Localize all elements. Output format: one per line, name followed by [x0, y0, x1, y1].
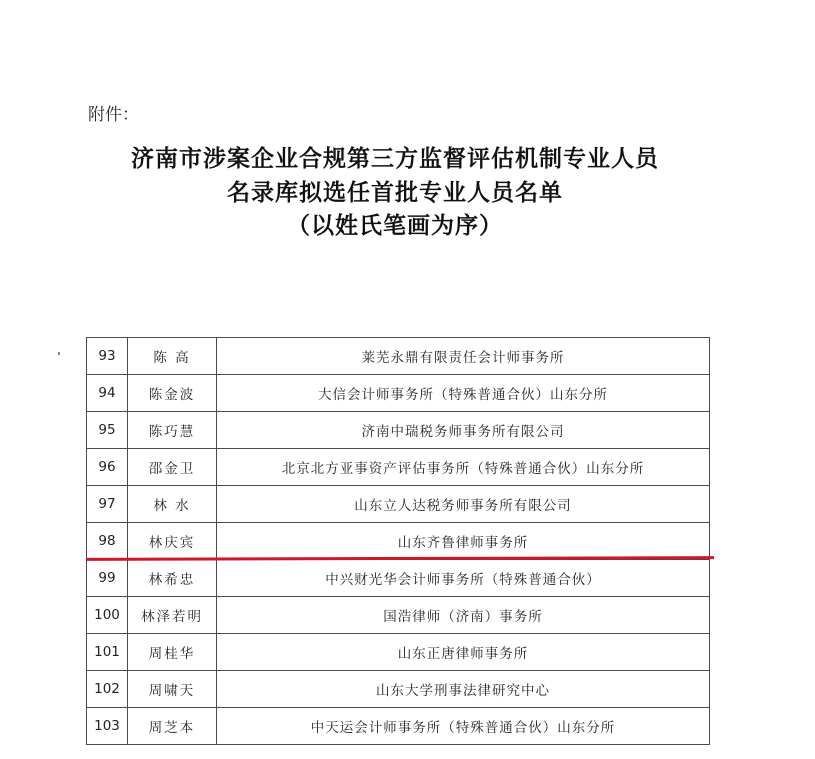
organization: 国浩律师（济南）事务所 — [217, 597, 710, 634]
organization: 中兴财光华会计师事务所（特殊普通合伙） — [217, 560, 710, 597]
organization: 山东齐鲁律师事务所 — [217, 523, 710, 560]
row-number: 98 — [87, 523, 128, 560]
person-name: 周啸天 — [128, 671, 217, 708]
row-number: 99 — [87, 560, 128, 597]
page-subtitle: （以姓氏笔画为序） — [287, 213, 503, 239]
table-row — [87, 375, 710, 412]
row-number: 101 — [87, 634, 128, 671]
row-number: 102 — [87, 671, 128, 708]
table-row — [87, 634, 710, 671]
person-name: 林 水 — [128, 486, 217, 523]
row-number: 103 — [87, 708, 128, 745]
page-title-line-1: 济南市涉案企业合规第三方监督评估机制专业人员 — [131, 146, 659, 172]
row-number: 95 — [87, 412, 128, 449]
page-title-line-2: 名录库拟选任首批专业人员名单 — [227, 180, 563, 206]
organization: 大信会计师事务所（特殊普通合伙）山东分所 — [217, 375, 710, 412]
person-name: 陈金波 — [128, 375, 217, 412]
personnel-table — [86, 337, 710, 745]
table-row — [87, 560, 710, 597]
person-name: 林庆宾 — [128, 523, 217, 560]
organization: 山东大学刑事法律研究中心 — [217, 671, 710, 708]
person-name: 周桂华 — [128, 634, 217, 671]
row-number: 97 — [87, 486, 128, 523]
scan-speck — [58, 352, 60, 355]
table-row — [87, 708, 710, 745]
person-name: 陈 高 — [128, 338, 217, 375]
person-name: 陈巧慧 — [128, 412, 217, 449]
organization: 莱芜永鼎有限责任会计师事务所 — [217, 338, 710, 375]
person-name: 林泽若明 — [128, 597, 217, 634]
table-row — [87, 523, 710, 560]
table-row — [87, 597, 710, 634]
table-row — [87, 486, 710, 523]
organization: 中天运会计师事务所（特殊普通合伙）山东分所 — [217, 708, 710, 745]
person-name: 周芝本 — [128, 708, 217, 745]
organization: 山东立人达税务师事务所有限公司 — [217, 486, 710, 523]
attachment-label: 附件： — [88, 105, 139, 125]
person-name: 邵金卫 — [128, 449, 217, 486]
table-row — [87, 412, 710, 449]
row-number: 100 — [87, 597, 128, 634]
table-row — [87, 449, 710, 486]
row-number: 94 — [87, 375, 128, 412]
row-number: 96 — [87, 449, 128, 486]
organization: 山东正唐律师事务所 — [217, 634, 710, 671]
table-row — [87, 671, 710, 708]
table-row — [87, 338, 710, 375]
organization: 济南中瑞税务师事务所有限公司 — [217, 412, 710, 449]
organization: 北京北方亚事资产评估事务所（特殊普通合伙）山东分所 — [217, 449, 710, 486]
person-name: 林希忠 — [128, 560, 217, 597]
row-number: 93 — [87, 338, 128, 375]
